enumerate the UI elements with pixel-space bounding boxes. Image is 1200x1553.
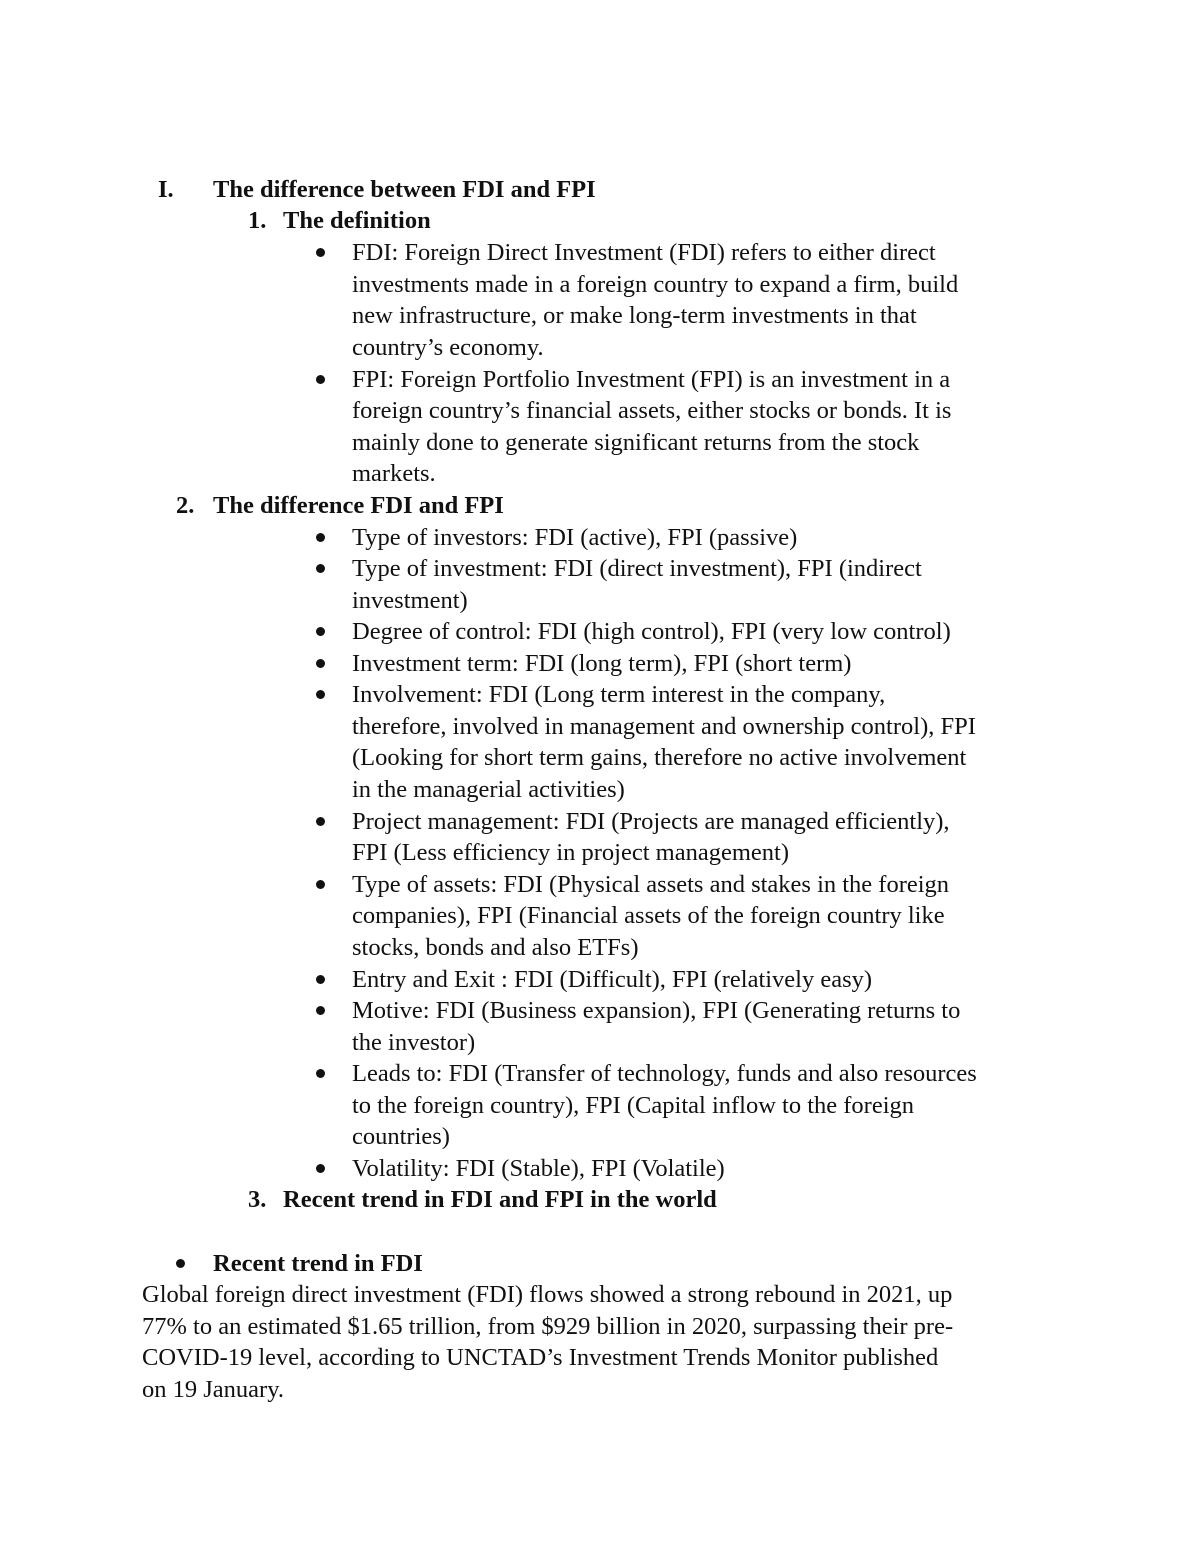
list-item-line: country’s economy. bbox=[352, 334, 544, 361]
list-item-line: countries) bbox=[352, 1123, 450, 1150]
list-item-line: Type of investment: FDI (direct investment), FPI (indirect bbox=[352, 555, 922, 582]
bullet-icon bbox=[316, 817, 325, 826]
list-item-line: Motive: FDI (Business expansion), FPI (Generating returns to bbox=[352, 997, 961, 1024]
list-item-line: Leads to: FDI (Transfer of technology, funds and also resources bbox=[352, 1060, 977, 1087]
section-numeral: I. bbox=[158, 176, 174, 203]
list-item-line: foreign country’s financial assets, either stocks or bonds. It is bbox=[352, 397, 952, 424]
list-item-line: (Looking for short term gains, therefore no active involvement bbox=[352, 744, 967, 771]
sub-heading-title: The difference FDI and FPI bbox=[213, 492, 504, 519]
paragraph-line: COVID-19 level, according to UNCTAD’s Investment Trends Monitor published bbox=[142, 1344, 939, 1371]
bullet-icon bbox=[316, 564, 325, 573]
list-item-line: in the managerial activities) bbox=[352, 776, 625, 803]
list-item-line: Type of assets: FDI (Physical assets and stakes in the foreign bbox=[352, 871, 950, 898]
bullet-icon bbox=[316, 627, 325, 636]
list-item-line: Volatility: FDI (Stable), FPI (Volatile) bbox=[352, 1155, 725, 1182]
list-item-line: Investment term: FDI (long term), FPI (short term) bbox=[352, 650, 852, 677]
paragraph-line: 77% to an estimated $1.65 trillion, from $929 billion in 2020, surpassing their pre- bbox=[142, 1313, 954, 1340]
sub-heading-number: 1. bbox=[248, 207, 267, 234]
section-title: The difference between FDI and FPI bbox=[213, 176, 596, 203]
list-item-line: to the foreign country), FPI (Capital inflow to the foreign bbox=[352, 1092, 915, 1119]
paragraph-line: Global foreign direct investment (FDI) flows showed a strong rebound in 2021, up bbox=[142, 1281, 953, 1308]
list-item-line: mainly done to generate significant returns from the stock bbox=[352, 429, 920, 456]
bullet-icon bbox=[316, 248, 325, 257]
bullet-icon bbox=[316, 533, 325, 542]
list-item-line: new infrastructure, or make long-term investments in that bbox=[352, 302, 917, 329]
bullet-icon bbox=[316, 880, 325, 889]
bullet-icon bbox=[316, 659, 325, 668]
list-item-line: Degree of control: FDI (high control), FPI (very low control) bbox=[352, 618, 951, 645]
bullet-icon bbox=[176, 1259, 185, 1268]
list-item-line: Project management: FDI (Projects are managed efficiently), bbox=[352, 808, 950, 835]
bullet-icon bbox=[316, 1164, 325, 1173]
list-item-line: markets. bbox=[352, 460, 436, 487]
list-item-line: the investor) bbox=[352, 1029, 476, 1056]
sub-heading-number: 3. bbox=[248, 1186, 267, 1213]
bullet-icon bbox=[316, 975, 325, 984]
trend-heading: Recent trend in FDI bbox=[213, 1250, 423, 1277]
sub-heading-title: Recent trend in FDI and FPI in the world bbox=[283, 1186, 717, 1213]
paragraph-line: on 19 January. bbox=[142, 1376, 284, 1403]
bullet-icon bbox=[316, 690, 325, 699]
bullet-icon bbox=[316, 1069, 325, 1078]
list-item-line: Type of investors: FDI (active), FPI (passive) bbox=[352, 524, 798, 551]
list-item-line: therefore, involved in management and ownership control), FPI bbox=[352, 713, 976, 740]
list-item-line: Involvement: FDI (Long term interest in the company, bbox=[352, 681, 886, 708]
bullet-icon bbox=[316, 375, 325, 384]
list-item-line: FDI: Foreign Direct Investment (FDI) refers to either direct bbox=[352, 239, 936, 266]
list-item-line: investment) bbox=[352, 587, 468, 614]
list-item-line: companies), FPI (Financial assets of the foreign country like bbox=[352, 902, 945, 929]
list-item-line: FPI (Less efficiency in project management) bbox=[352, 839, 789, 866]
list-item-line: stocks, bonds and also ETFs) bbox=[352, 934, 639, 961]
bullet-icon bbox=[316, 1006, 325, 1015]
sub-heading-title: The definition bbox=[283, 207, 431, 234]
list-item-line: Entry and Exit : FDI (Difficult), FPI (relatively easy) bbox=[352, 966, 873, 993]
sub-heading-number: 2. bbox=[176, 492, 195, 519]
list-item-line: FPI: Foreign Portfolio Investment (FPI) is an investment in a bbox=[352, 366, 951, 393]
list-item-line: investments made in a foreign country to expand a firm, build bbox=[352, 271, 959, 298]
